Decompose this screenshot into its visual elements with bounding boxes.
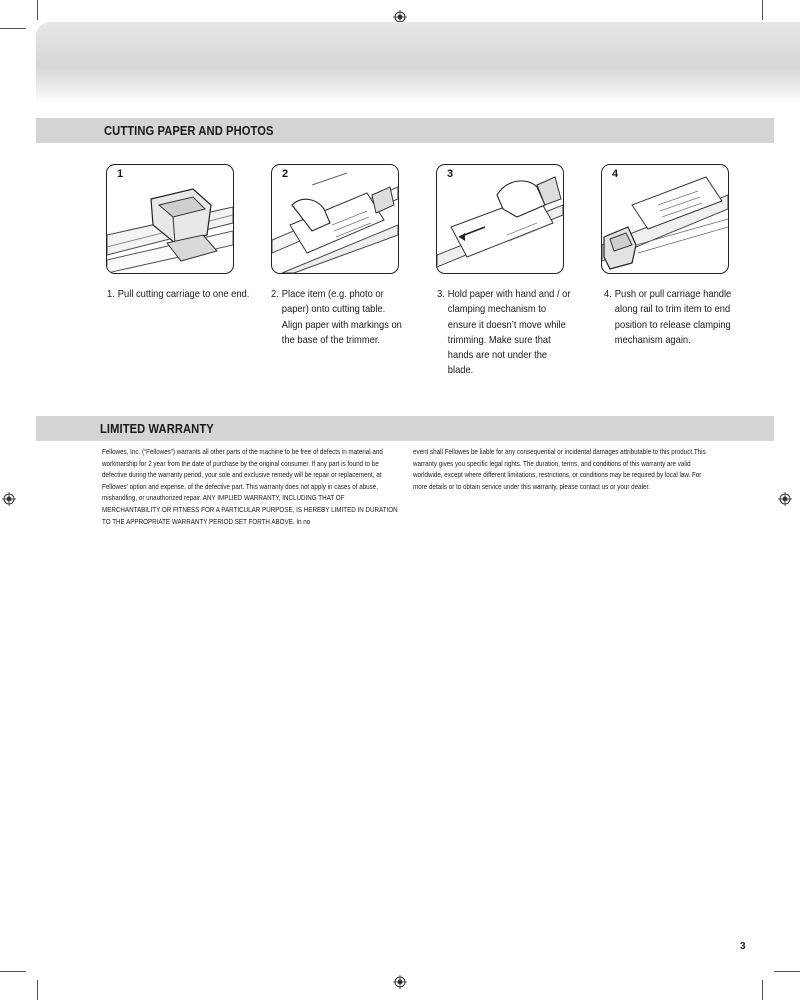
crop-mark (762, 0, 763, 20)
section-header-cutting (36, 118, 774, 143)
step-number: 4. (604, 289, 612, 300)
crop-mark (0, 971, 26, 972)
registration-mark-icon (393, 975, 407, 989)
step-instruction-3 (437, 287, 572, 379)
crop-mark (762, 980, 763, 1000)
crop-mark (37, 980, 38, 1000)
page-number: 3 (740, 941, 746, 952)
step-instruction-1 (107, 287, 250, 302)
registration-mark-icon (2, 492, 16, 506)
step-instruction-4 (604, 287, 739, 348)
crop-mark (0, 28, 26, 29)
header-band (36, 22, 800, 104)
warranty-text-column-2: event shall Fellowes be liable for any consequential or incidental damages attributable to this product.This warranty gives you specific legal rights. The duration, terms, and conditions of this warranty are valid worldwide, except where different limitations, restrictions, or conditions may be required by local law. For more details or to obtain service under this warranty, please contact us or your dealer. (413, 447, 706, 491)
step-text: Pull cutting carriage to one end. (117, 289, 250, 300)
warranty-text-column-1: Fellowes, Inc. (“Fellowes”) warrants all other parts of the machine to be free of defects in material and workmarship for 2 year from the date of purchase by the original consumer. If any part is found to be defective during the warranty period, your sole and exclusive remedy will be repair or replacement, at Fellowes’ option and expense, of the defective part. This warranty does not apply in cases of abuse, mishandling, or unauthorized repair. ANY IMPLIED WARRANTY, INCLUDING THAT OF MERCHANTABILITY OR FITNESS FOR A PARTICULAR PURPOSE, IS HEREBY LIMITED IN DURATION TO THE APPROPRIATE WARRANTY PERIOD SET FORTH ABOVE. In no (102, 447, 398, 526)
crop-mark (37, 0, 38, 20)
place-paper-illustration-icon (272, 165, 398, 273)
step-text: Hold paper with hand and / or clamping mechanism to ensure it doesn’t move while trimming. Make sure that hands are not under the blade. (447, 289, 571, 377)
figure-number: 4 (612, 168, 619, 180)
step-instruction-2 (271, 287, 406, 348)
step-figure-3 (436, 164, 564, 274)
step-text: Place item (e.g. photo or paper) onto cutting table. Align paper with markings on the base of the trimmer. (281, 289, 402, 346)
step-number: 3. (437, 289, 445, 300)
crop-mark (774, 971, 800, 972)
step-number: 2. (271, 289, 279, 300)
step-figure-1 (106, 164, 234, 274)
section-title: LIMITED WARRANTY (100, 421, 214, 436)
section-header-warranty (36, 416, 774, 441)
step-figure-2 (271, 164, 399, 274)
figure-number: 1 (117, 168, 124, 180)
figure-number: 3 (447, 168, 454, 180)
trimmer-carriage-illustration-icon (107, 165, 233, 273)
push-carriage-illustration-icon (602, 165, 728, 273)
step-figure-4 (601, 164, 729, 274)
figure-number: 2 (282, 168, 289, 180)
hold-paper-illustration-icon (437, 165, 563, 273)
step-number: 1. (107, 289, 115, 300)
step-text: Push or pull carriage handle along rail to trim item to end position to release clamping mechanism again. (614, 289, 732, 346)
section-title: CUTTING PAPER AND PHOTOS (104, 123, 274, 138)
registration-mark-icon (778, 492, 792, 506)
